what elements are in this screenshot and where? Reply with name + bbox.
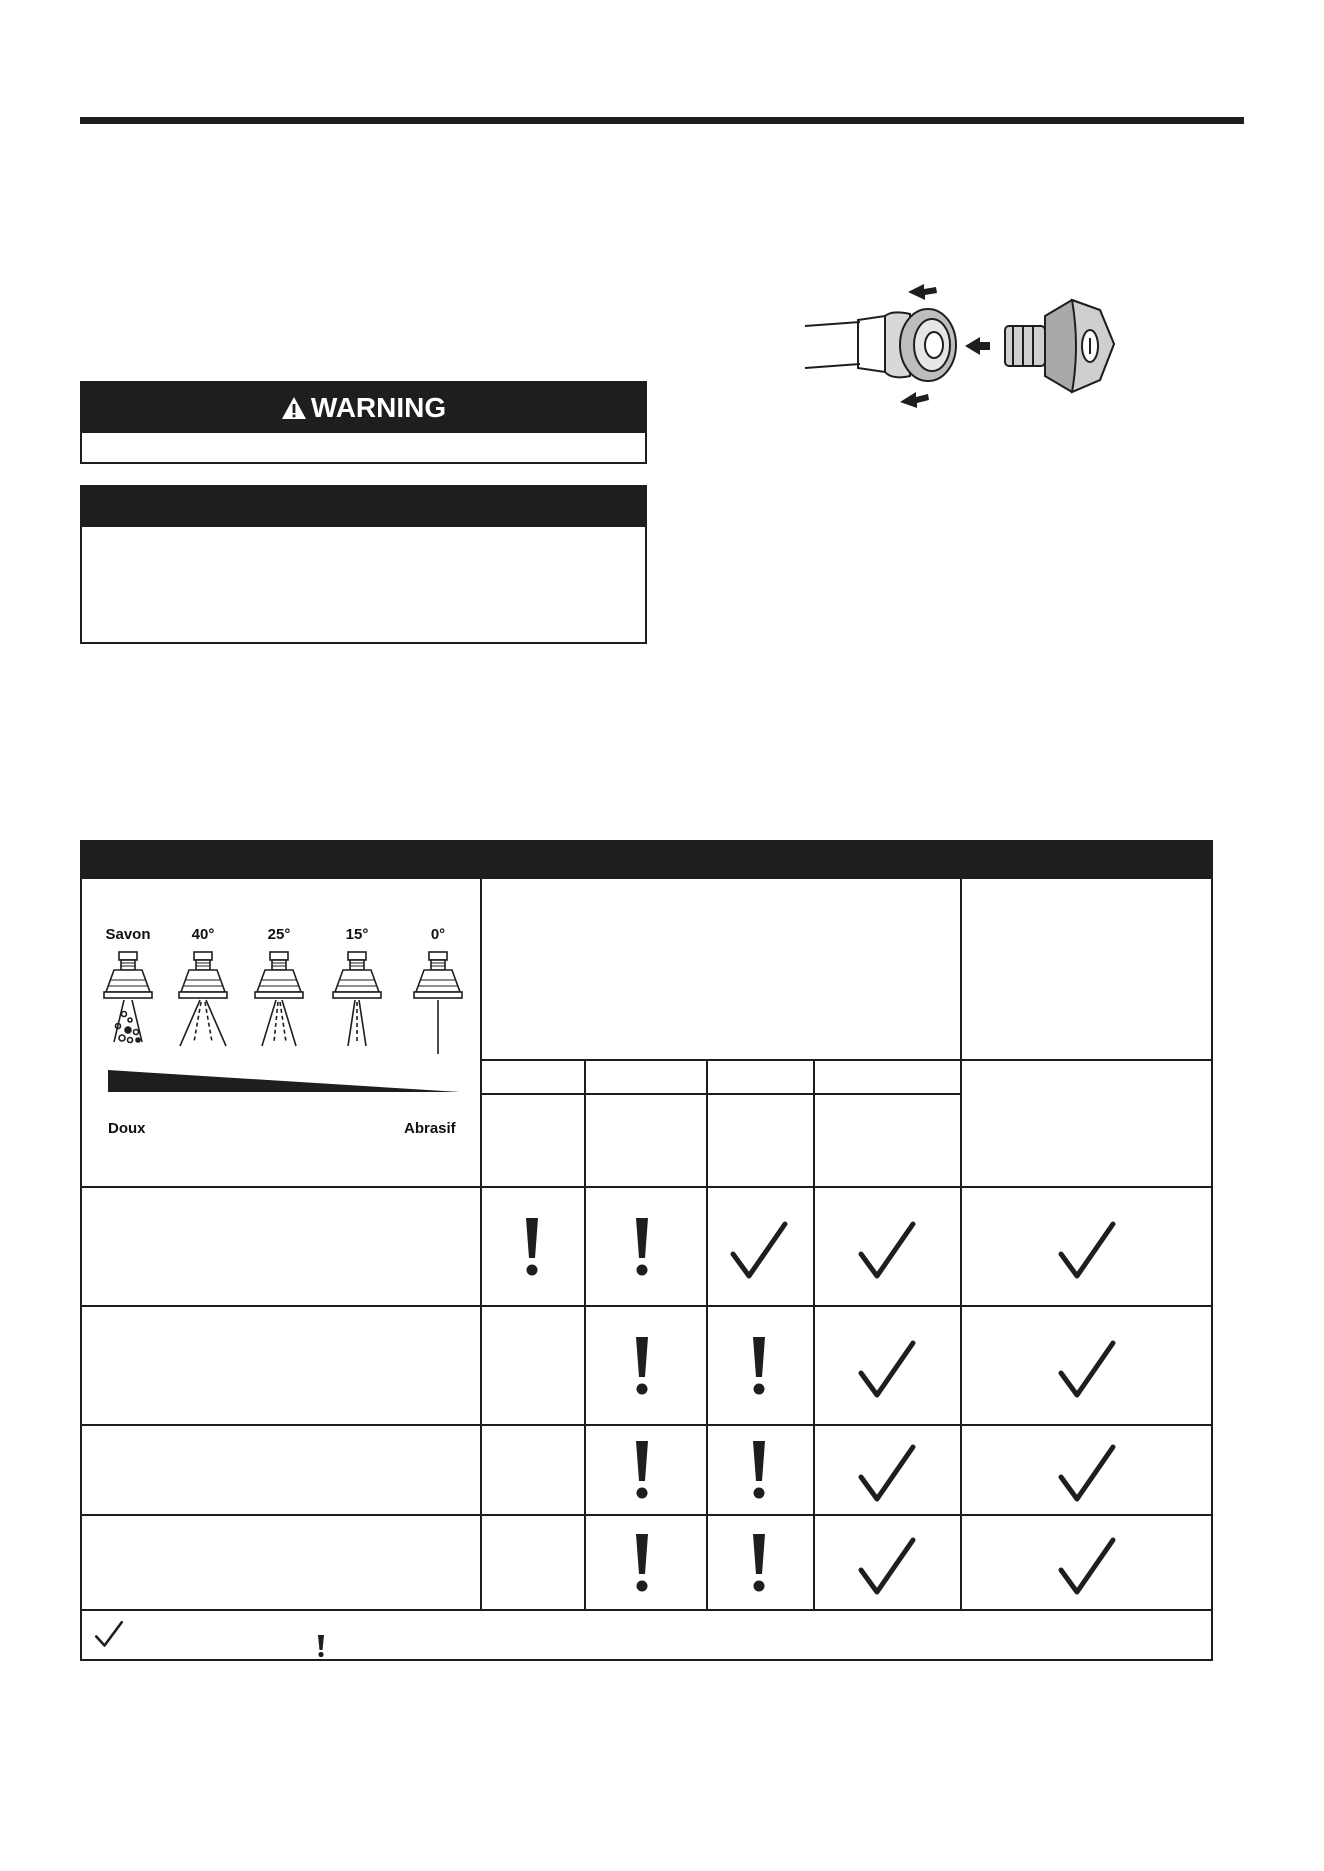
exclamation-icon (633, 1532, 651, 1594)
table-rule (480, 1059, 1213, 1061)
nozzle-connection-illustration (800, 280, 1130, 420)
nozzle-40-icon (179, 952, 227, 998)
nozzle-label-0: 0° (430, 926, 446, 943)
exclamation-icon (750, 1335, 768, 1397)
exclamation-icon (750, 1532, 768, 1594)
warning-box (80, 381, 647, 464)
warning-header (82, 383, 645, 433)
table-rule (82, 1424, 1213, 1426)
checkmark-icon (1057, 1443, 1117, 1505)
table-header-bar (82, 842, 1211, 879)
nozzle-15-icon (333, 952, 381, 998)
soap-nozzle-icon (104, 952, 152, 998)
nozzle-0-icon (414, 952, 462, 998)
checkmark-icon (1057, 1339, 1117, 1401)
nozzle-25-icon (255, 952, 303, 998)
checkmark-icon (857, 1220, 917, 1282)
notice-box (80, 485, 647, 644)
checkmark-icon (857, 1339, 917, 1401)
abrasiveness-scale-bar (108, 1070, 460, 1092)
exclamation-icon (750, 1439, 768, 1501)
legend-exclamation-icon (316, 1634, 326, 1658)
exclamation-icon (633, 1216, 651, 1278)
scale-label-abrasive: Abrasif (404, 1120, 456, 1137)
checkmark-icon (729, 1220, 789, 1282)
checkmark-icon (1057, 1536, 1117, 1598)
exclamation-icon (523, 1216, 541, 1278)
nozzle-label-40: 40° (191, 926, 215, 943)
nozzle-label-soap: Savon (105, 926, 151, 943)
table-divider (480, 879, 482, 1611)
exclamation-icon (633, 1439, 651, 1501)
table-rule (480, 1093, 960, 1095)
notice-header (82, 487, 645, 527)
checkmark-icon (1057, 1220, 1117, 1282)
exclamation-icon (633, 1335, 651, 1397)
scale-label-soft: Doux (108, 1120, 146, 1137)
table-rule (82, 1609, 1213, 1611)
header-rule (80, 117, 1244, 124)
nozzle-spray-diagram (82, 942, 478, 1142)
checkmark-icon (857, 1536, 917, 1598)
nozzle-label-15: 15° (345, 926, 369, 943)
table-rule (82, 1514, 1213, 1516)
checkmark-icon (857, 1443, 917, 1505)
legend-checkmark-icon (94, 1620, 124, 1650)
table-divider (584, 1059, 586, 1611)
table-divider (960, 879, 962, 1611)
table-divider (813, 1059, 815, 1611)
table-rule (82, 1186, 1213, 1188)
warning-title: WARNING (310, 392, 447, 423)
table-rule (82, 1305, 1213, 1307)
table-divider (706, 1059, 708, 1611)
nozzle-usage-table (80, 840, 1213, 1661)
warning-triangle-icon (281, 396, 307, 420)
nozzle-label-25: 25° (267, 926, 291, 943)
